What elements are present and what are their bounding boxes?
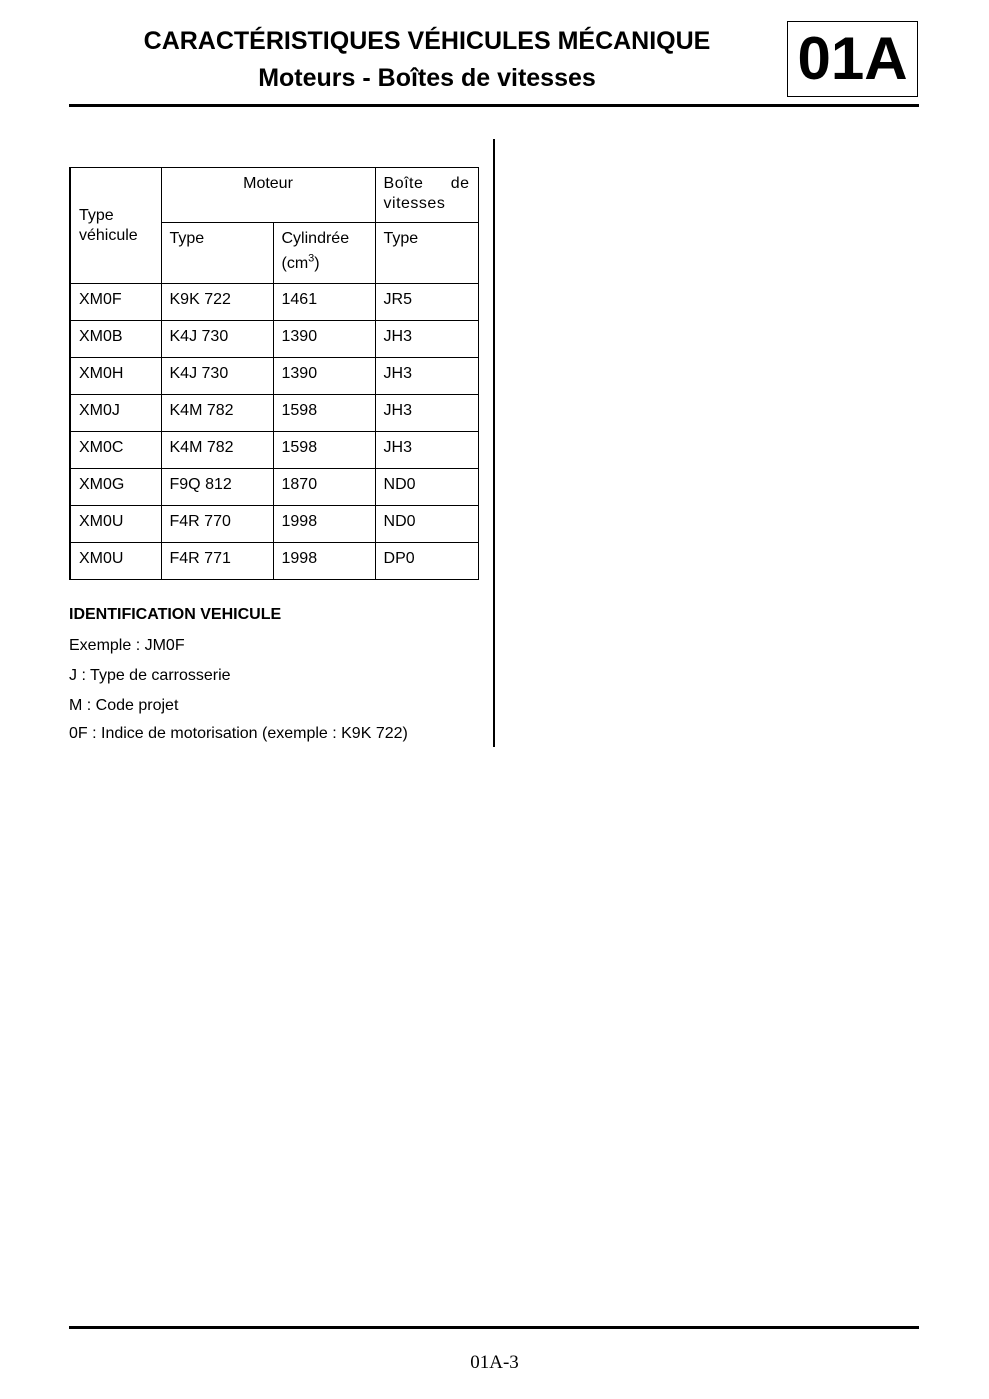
footer-rule [69,1326,919,1329]
table-row [70,432,478,469]
header-gearbox: Boîte de vitesses [375,168,478,223]
displacement-unit: $(cm^3)$ [281,253,320,273]
cell-engine-type: K4J 730 [161,358,273,395]
identification-line: 0F : Indice de motorisation (exemple : K9K 722) [69,725,408,742]
cell-gearbox-type: JH3 [375,395,478,432]
header-engine-type: Type [161,223,273,284]
cell-displacement: 1598 [273,432,375,469]
table-row [70,506,478,543]
cell-engine-type: K4M 782 [161,395,273,432]
cell-engine-type: F4R 771 [161,543,273,580]
cell-vehicle-type: XM0U [70,543,161,580]
cell-vehicle-type: XM0G [70,469,161,506]
cell-gearbox-type: ND0 [375,469,478,506]
identification-line: Exemple : JM0F [69,637,185,654]
table-header-row [70,168,478,223]
header-vehicle-type: Type véhicule [70,168,161,284]
cell-gearbox-type: JH3 [375,358,478,395]
header-engine: Moteur [161,168,375,223]
table-row [70,284,478,321]
cell-gearbox-type: JH3 [375,432,478,469]
cell-vehicle-type: XM0F [70,284,161,321]
page-title: CARACTÉRISTIQUES VÉHICULES MÉCANIQUE [143,27,711,55]
identification-line: M : Code projet [69,697,179,714]
page-subtitle: Moteurs - Boîtes de vitesses [258,64,596,92]
cell-gearbox-type: DP0 [375,543,478,580]
cell-displacement: 1461 [273,284,375,321]
cell-displacement: 1598 [273,395,375,432]
table-row [70,543,478,580]
header-rule [69,104,919,107]
cell-engine-type: K9K 722 [161,284,273,321]
table-row [70,395,478,432]
identification-line: J : Type de carrosserie [69,667,231,684]
header-displacement [273,223,375,284]
displacement-label: Cylindrée [281,230,350,247]
cell-engine-type: K4M 782 [161,432,273,469]
section-code-badge: 01A [787,21,918,97]
cell-vehicle-type: XM0H [70,358,161,395]
table-row [70,469,478,506]
cell-displacement: 1998 [273,506,375,543]
table-body [70,284,478,580]
cell-vehicle-type: XM0J [70,395,161,432]
cell-displacement: 1870 [273,469,375,506]
header-gearbox-type: Type [375,223,478,284]
cell-engine-type: K4J 730 [161,321,273,358]
page-number: 01A-3 [470,1352,519,1373]
cell-vehicle-type: XM0B [70,321,161,358]
cell-gearbox-type: JR5 [375,284,478,321]
cell-gearbox-type: JH3 [375,321,478,358]
identification-heading: IDENTIFICATION VEHICULE [69,606,282,623]
table-row [70,321,478,358]
cell-displacement: 1390 [273,358,375,395]
cell-vehicle-type: XM0C [70,432,161,469]
cell-vehicle-type: XM0U [70,506,161,543]
column-divider [493,139,495,747]
cell-displacement: 1390 [273,321,375,358]
engine-gearbox-table [69,167,479,580]
cell-engine-type: F9Q 812 [161,469,273,506]
table-row [70,358,478,395]
cell-engine-type: F4R 770 [161,506,273,543]
cell-displacement: 1998 [273,543,375,580]
cell-gearbox-type: ND0 [375,506,478,543]
